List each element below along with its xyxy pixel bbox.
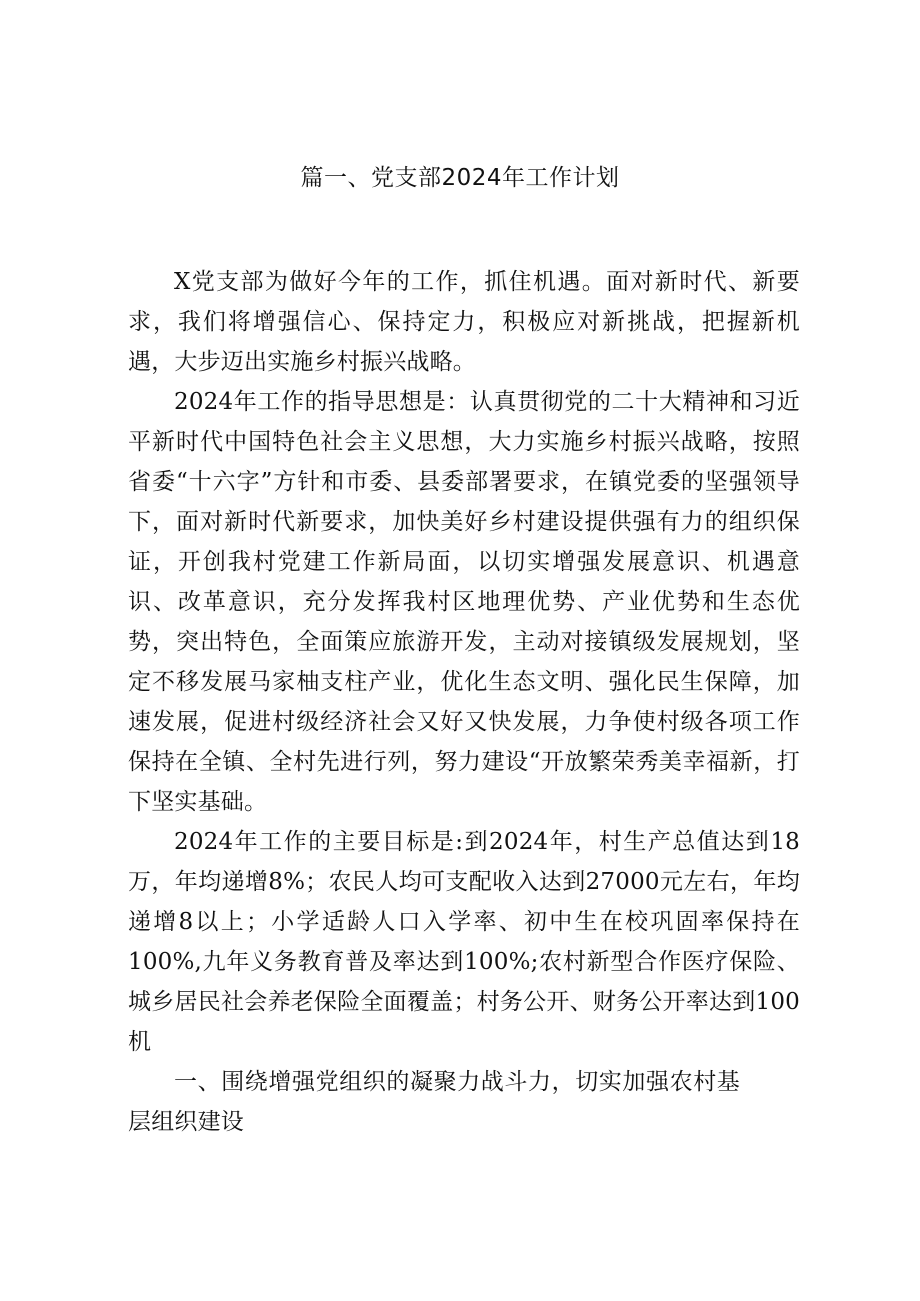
document-body bbox=[128, 262, 800, 1142]
paragraph-guiding-thought: 2024年工作的指导思想是：认真贯彻党的二十大精神和习近平新时代中国特色社会主义思想，大力实施乡村振兴战略，按照省委“十六字”方针和市委、县委部署要求，在镇党委的坚强领导下，面对新时代新要求，加快美好乡村建设提供强有力的组织保证，开创我村党建工作新局面，以切实增强发展意识、机遇意识、改革意识，充分发挥我村区地理优势、产业优势和生态优势，突出特色，全面策应旅游开发，主动对接镇级发展规划，坚定不移发展马家柚支柱产业，优化生态文明、强化民生保障，加速发展，促进村级经济社会又好又快发展，力争使村级各项工作保持在全镇、全村先进行列，努力建设“开放繁荣秀美幸福新，打下坚实基础。 bbox=[128, 389, 800, 815]
paragraph-main-goals: 2024年工作的主要目标是:到2024年，村生产总值达到18万，年均递增8%；农民人均可支配收入达到27000元左右，年均递增8以上；小学适龄人口入学率、初中生在校巩固率保持在100%,九年义务教育普及率达到100%;农村新型合作医疗保险、城乡居民社会养老保险全面覆盖；村务公开、财务公开率达到100机 bbox=[128, 829, 800, 1055]
section-heading: 一、围绕增强党组织的凝聚力战斗力，切实加强农村基层组织建设 bbox=[128, 1069, 740, 1135]
document-title: 篇一、党支部2024年工作计划 bbox=[300, 165, 620, 191]
paragraph-intro: X党支部为做好今年的工作，抓住机遇。面对新时代、新要求，我们将增强信心、保持定力，积极应对新挑战，把握新机遇，大步迈出实施乡村振兴战略。 bbox=[128, 269, 800, 375]
